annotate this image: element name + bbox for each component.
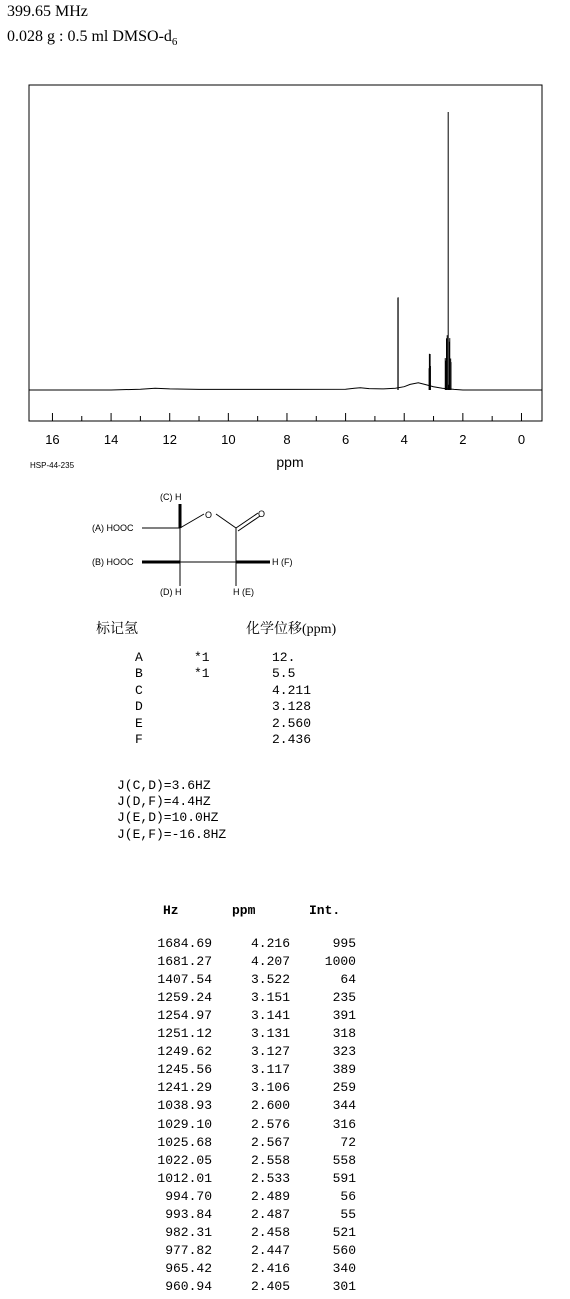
peak-int: 1000 [324,954,356,970]
peak-hz: 1245.56 [157,1062,212,1078]
peak-hz: 960.94 [165,1278,212,1294]
x-axis-tick-labels [45,432,525,447]
x-tick-label: 10 [221,432,236,447]
peak-int: 323 [332,1044,356,1060]
peak-hz: 977.82 [165,1242,212,1258]
assignment-label: A [135,650,143,665]
coupling-constant: J(C,D)=3.6HZ [117,778,211,793]
nmr-spectrum-chart [0,0,570,480]
sample-text: 0.028 g : 0.5 ml DMSO-d [7,28,172,45]
assignment-shift: 5.5 [272,666,296,682]
bond-c-o [180,514,204,528]
assignment-header-shift: 化学位移(ppm) [246,622,337,637]
peak-hz: 1681.27 [157,954,212,970]
peak-hz: 1249.62 [157,1044,212,1060]
assignment-note: *1 [194,650,210,665]
peak-int: 558 [332,1152,356,1168]
coupling-constant: J(D,F)=4.4HZ [117,794,211,810]
struct-label-dh: (D) H [160,587,182,597]
peak-int: 560 [332,1242,356,1258]
peak-hz: 1407.54 [157,972,212,988]
bond-c-o-double-2 [238,516,260,531]
x-tick-label: 2 [459,432,467,447]
struct-label-b: (B) HOOC [92,557,134,567]
bond-o-c [216,514,236,528]
peak-hz: 1025.68 [157,1134,212,1150]
peak-ppm: 2.458 [250,1224,290,1240]
peak-ppm: 4.216 [250,936,290,951]
assignment-shift: 3.128 [272,699,312,715]
peak-table-header-ppm: ppm [232,903,256,918]
peak-hz: 1259.24 [157,990,212,1006]
x-tick-label: 16 [45,432,60,447]
coupling-constant: J(E,D)=10.0HZ [117,810,219,826]
assignment-shift: 2.560 [272,715,312,731]
plot-frame [29,85,542,421]
peak-hz: 1012.01 [157,1170,212,1186]
assignment-shift: 4.211 [272,682,312,698]
peak-int: 521 [332,1224,356,1240]
peak-lines [398,112,451,390]
assignment-note: *1 [194,666,210,682]
peak-ppm: 2.567 [250,1134,290,1150]
peak-ppm: 2.447 [250,1242,290,1258]
assignment-label: D [135,699,143,715]
sample-subscript: 6 [171,36,178,49]
x-tick-label: 6 [341,432,350,447]
x-axis-ticks [52,413,521,421]
spectrum-baseline [29,383,542,390]
peak-hz: 1241.29 [157,1080,212,1096]
assignment-label: C [135,682,143,698]
x-axis-label: ppm [276,454,304,470]
peak-int: 591 [332,1170,356,1186]
assignment-shift: 12. [272,650,296,665]
x-tick-label: 0 [517,432,526,447]
assignment-header-label: 标记氢 [96,622,138,637]
peak-ppm: 2.576 [250,1116,290,1132]
peak-int: 389 [332,1062,356,1078]
peak-ppm: 3.151 [250,990,290,1006]
peak-hz: 982.31 [165,1224,212,1240]
coupling-constant: J(E,F)=-16.8HZ [117,826,227,842]
struct-label-hf: H (F) [272,557,293,567]
peak-int: 995 [332,936,356,951]
peak-int: 318 [332,1026,356,1042]
peak-int: 301 [332,1278,356,1294]
peak-hz: 1038.93 [157,1098,212,1114]
molecule-structure [80,488,320,600]
peak-table-header-hz: Hz [163,903,179,918]
peak-int: 344 [332,1098,356,1114]
peak-hz: 1022.05 [157,1152,212,1168]
peak-ppm: 2.416 [250,1260,290,1276]
assignment-label: E [135,715,143,731]
peak-table-header-int: Int. [309,903,341,918]
peak-hz: 1029.10 [157,1116,212,1132]
struct-label-he: H (E) [233,587,254,597]
peak-int: 64 [340,972,356,988]
peak-ppm: 2.533 [250,1170,290,1186]
peak-hz: 1684.69 [157,936,212,951]
peak-ppm: 2.405 [250,1278,290,1294]
x-tick-label: 14 [103,432,119,447]
assignment-label: B [135,666,143,682]
peak-hz: 1251.12 [157,1026,212,1042]
peak-int: 235 [332,990,356,1006]
peak-ppm: 2.600 [250,1098,290,1114]
peak-int: 72 [340,1134,356,1150]
peak-ppm: 2.558 [250,1152,290,1168]
peak-ppm: 3.522 [250,972,290,988]
peak-ppm: 3.117 [250,1062,290,1078]
peak-int: 316 [332,1116,356,1132]
peak-ppm: 2.487 [250,1206,290,1222]
struct-label-o-ring: O [205,510,213,520]
peak-ppm: 3.106 [250,1080,290,1096]
peak-int: 55 [340,1206,356,1222]
spectrometer-frequency: 399.65 MHz [7,3,88,20]
peak-hz: 994.70 [165,1188,212,1204]
peak-hz: 1254.97 [157,1008,212,1024]
peak-ppm: 3.127 [250,1044,290,1060]
peak-int: 340 [332,1260,356,1276]
struct-label-ch: (C) H [160,492,182,502]
assignment-label: F [135,732,143,747]
peak-int: 56 [340,1188,356,1204]
peak-int: 391 [332,1008,356,1024]
peak-hz: 965.42 [165,1260,212,1276]
peak-ppm: 4.207 [250,954,290,970]
struct-label-a: (A) HOOC [92,523,134,533]
struct-label-o-carbonyl: O [258,509,266,519]
peak-hz: 993.84 [165,1206,212,1222]
peak-int: 259 [332,1080,356,1096]
assignment-shift: 2.436 [272,732,312,747]
x-tick-label: 4 [400,432,408,447]
bond-c-o-double-1 [236,513,258,528]
peak-ppm: 3.141 [250,1008,290,1024]
spectrum-id: HSP-44-235 [30,461,75,470]
peak-ppm: 3.131 [250,1026,290,1042]
peak-ppm: 2.489 [250,1188,290,1204]
x-tick-label: 12 [162,432,177,447]
x-tick-label: 8 [283,432,291,447]
